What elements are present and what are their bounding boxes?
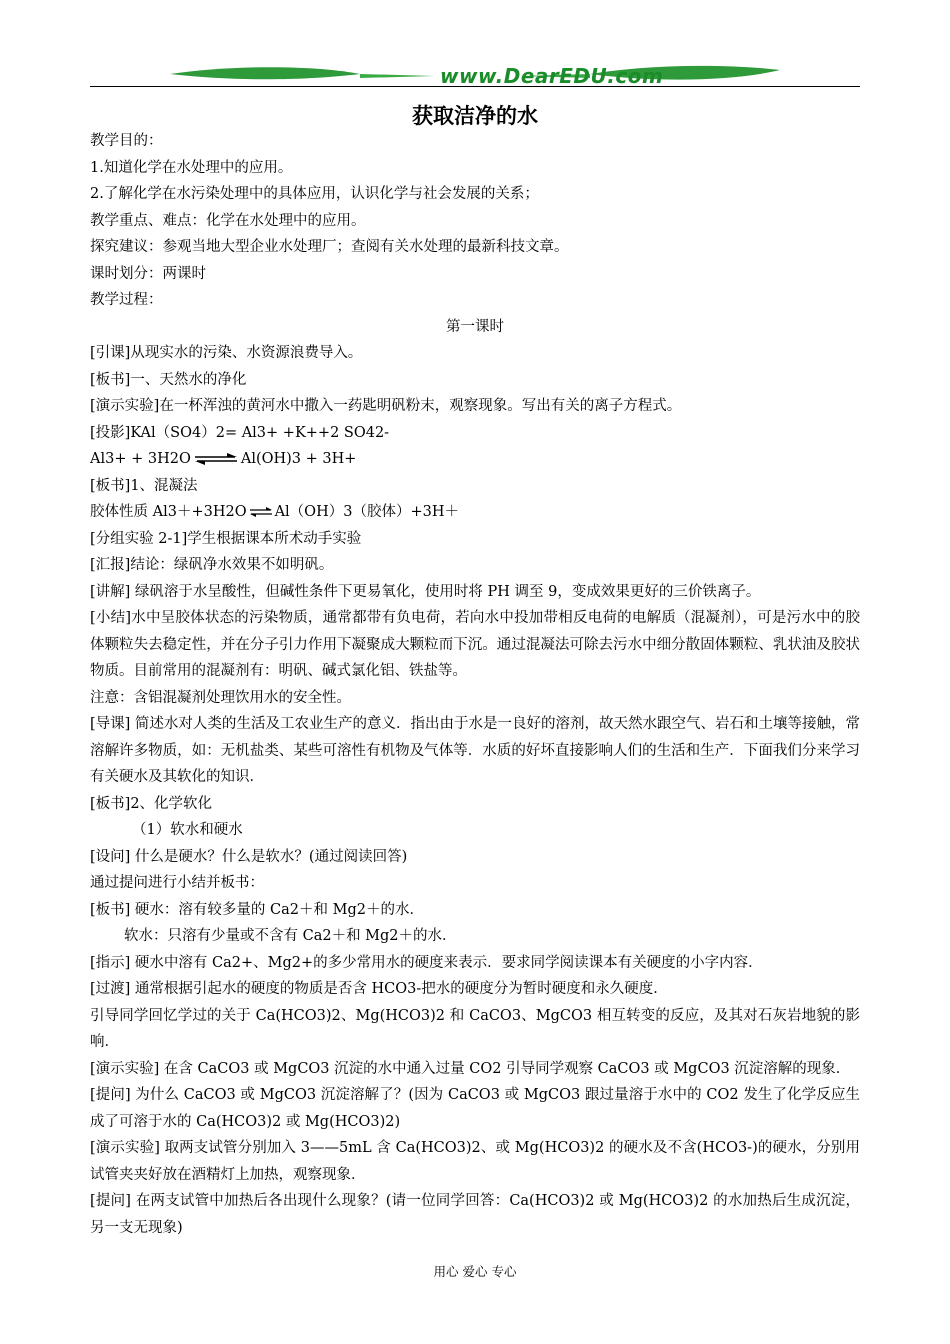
- equation-line: [90, 446, 860, 473]
- equation-left: Al3+ + 3H2O: [90, 451, 191, 467]
- paragraph: [提问] 为什么 CaCO3 或 MgCO3 沉淀溶解了？(因为 CaCO3 或 MgCO3 跟过量溶于水中的 CO2 发生了化学反应生成了可溶于水的 Ca(HCO3)2 或 Mg(HCO3)2): [90, 1087, 860, 1130]
- text-line: [指示] 硬水中溶有 Ca2+、Mg2+的多少常用水的硬度来表示．要求同学阅读课本有关硬度的小字内容．: [90, 954, 763, 971]
- paragraph: 引导同学回忆学过的关于 Ca(HCO3)2、Mg(HCO3)2 和 CaCO3、MgCO3 相互转变的反应，及其对石灰岩地貌的影响．: [90, 1007, 860, 1050]
- page-title: 获取洁净的水: [412, 103, 538, 128]
- text-line: [引课]从现实水的污染、水资源浪费导入。: [90, 345, 363, 361]
- text-line: 通过提问进行小结并板书：: [90, 875, 264, 891]
- text-line: 课时划分：两课时: [90, 265, 206, 282]
- text-line: 1.知道化学在水处理中的应用。: [90, 159, 293, 176]
- text-line: [汇报]结论：绿矾净水效果不如明矾。: [90, 557, 334, 573]
- text-line: 2.了解化学在水污染处理中的具体应用，认识化学与社会发展的关系；: [90, 186, 539, 202]
- paragraph: [提问] 在两支试管中加热后各出现什么现象？(请一位同学回答：Ca(HCO3)2 或 Mg(HCO3)2 的水加热后生成沉淀，另一支无现象): [90, 1193, 860, 1236]
- text-line: 软水：只溶有少量或不含有 Ca2＋和 Mg2＋的水．: [124, 928, 457, 944]
- equation-right: Al（OH）3（胶体）+3H＋: [274, 504, 459, 520]
- text-line: 注意：含铝混凝剂处理饮用水的安全性。: [90, 689, 351, 706]
- text-line: [板书]1、混凝法: [90, 477, 198, 494]
- text-line: [板书]一、天然水的净化: [90, 371, 247, 388]
- equation-left: 胶体性质 Al3＋+3H2O: [90, 504, 247, 520]
- text-line: [过渡] 通常根据引起水的硬度的物质是否含 HCO3-把水的硬度分为暂时硬度和永久硬度．: [90, 981, 668, 997]
- equation-right: Al(OH)3 + 3H+: [240, 451, 357, 467]
- text-line: 探究建议：参观当地大型企业水处理厂；查阅有关水处理的最新科技文章。: [90, 239, 569, 255]
- text-line: [讲解] 绿矾溶于水呈酸性，但碱性条件下更易氧化，使用时将 PH 调至 9，变成效果更好的三价铁离子。: [90, 583, 761, 600]
- header-rule: [90, 86, 860, 87]
- text-line: [板书] 硬水：溶有较多量的 Ca2＋和 Mg2＋的水．: [90, 901, 424, 918]
- text-line: [演示实验]在一杯浑浊的黄河水中撒入一药匙明矾粉末，观察现象。写出有关的离子方程式。: [90, 398, 682, 414]
- text-line: 教学过程：: [90, 292, 163, 308]
- document-body: [90, 128, 860, 1241]
- equilibrium-arrow-icon: [193, 453, 239, 465]
- section-heading: 第一课时: [446, 318, 504, 335]
- paragraph: [演示实验] 在含 CaCO3 或 MgCO3 沉淀的水中通入过量 CO2 引导同学观察 CaCO3 或 MgCO3 沉淀溶解的现象．: [90, 1060, 851, 1077]
- text-line: [分组实验 2-1]学生根据课本所术动手实验: [90, 530, 362, 547]
- text-line: （1）软水和硬水: [132, 822, 243, 838]
- text-line: 教学重点、难点：化学在水处理中的应用。: [90, 212, 366, 229]
- equation-line: [90, 499, 860, 526]
- paragraph: [导课] 简述水对人类的生活及工农业生产的意义．指出由于水是一良好的溶剂，故天然水跟空气、岩石和土壤等接触，常溶解许多物质，如：无机盐类、某些可溶性有机物及气体等．水质的好坏直接影响人们的生活和生产．下面我们分来学习有关硬水及其软化的知识．: [90, 716, 860, 785]
- paragraph: [小结]水中呈胶体状态的污染物质，通常都带有负电荷，若向水中投加带相反电荷的电解质（混凝剂），可是污水中的胶体颗粒失去稳定性，并在分子引力作用下凝聚成大颗粒而下沉。通过混凝法可除去污水中细分散固体颗粒、乳状油及胶状物质。目前常用的混凝剂有：明矾、碱式氯化铝、铁盐等。: [90, 610, 860, 679]
- site-logo[interactable]: www.DearEDU.com: [440, 64, 664, 88]
- text-line: [设问] 什么是硬水？什么是软水？(通过阅读回答): [90, 848, 408, 865]
- page-footer: 用心 爱心 专心: [433, 1264, 517, 1279]
- paragraph: [演示实验] 取两支试管分别加入 3——5mL 含 Ca(HCO3)2、或 Mg(HCO3)2 的硬水及不含(HCO3-)的硬水，分别用试管夹夹好放在酒精灯上加热，观察现象．: [90, 1140, 860, 1183]
- text-line: [板书]2、化学软化: [90, 795, 213, 812]
- text-line: [投影]KAl（SO4）2= Al3+ +K++2 SO42-: [90, 424, 390, 441]
- text-line: 教学目的：: [90, 133, 163, 149]
- equilibrium-arrow-icon: [249, 506, 273, 518]
